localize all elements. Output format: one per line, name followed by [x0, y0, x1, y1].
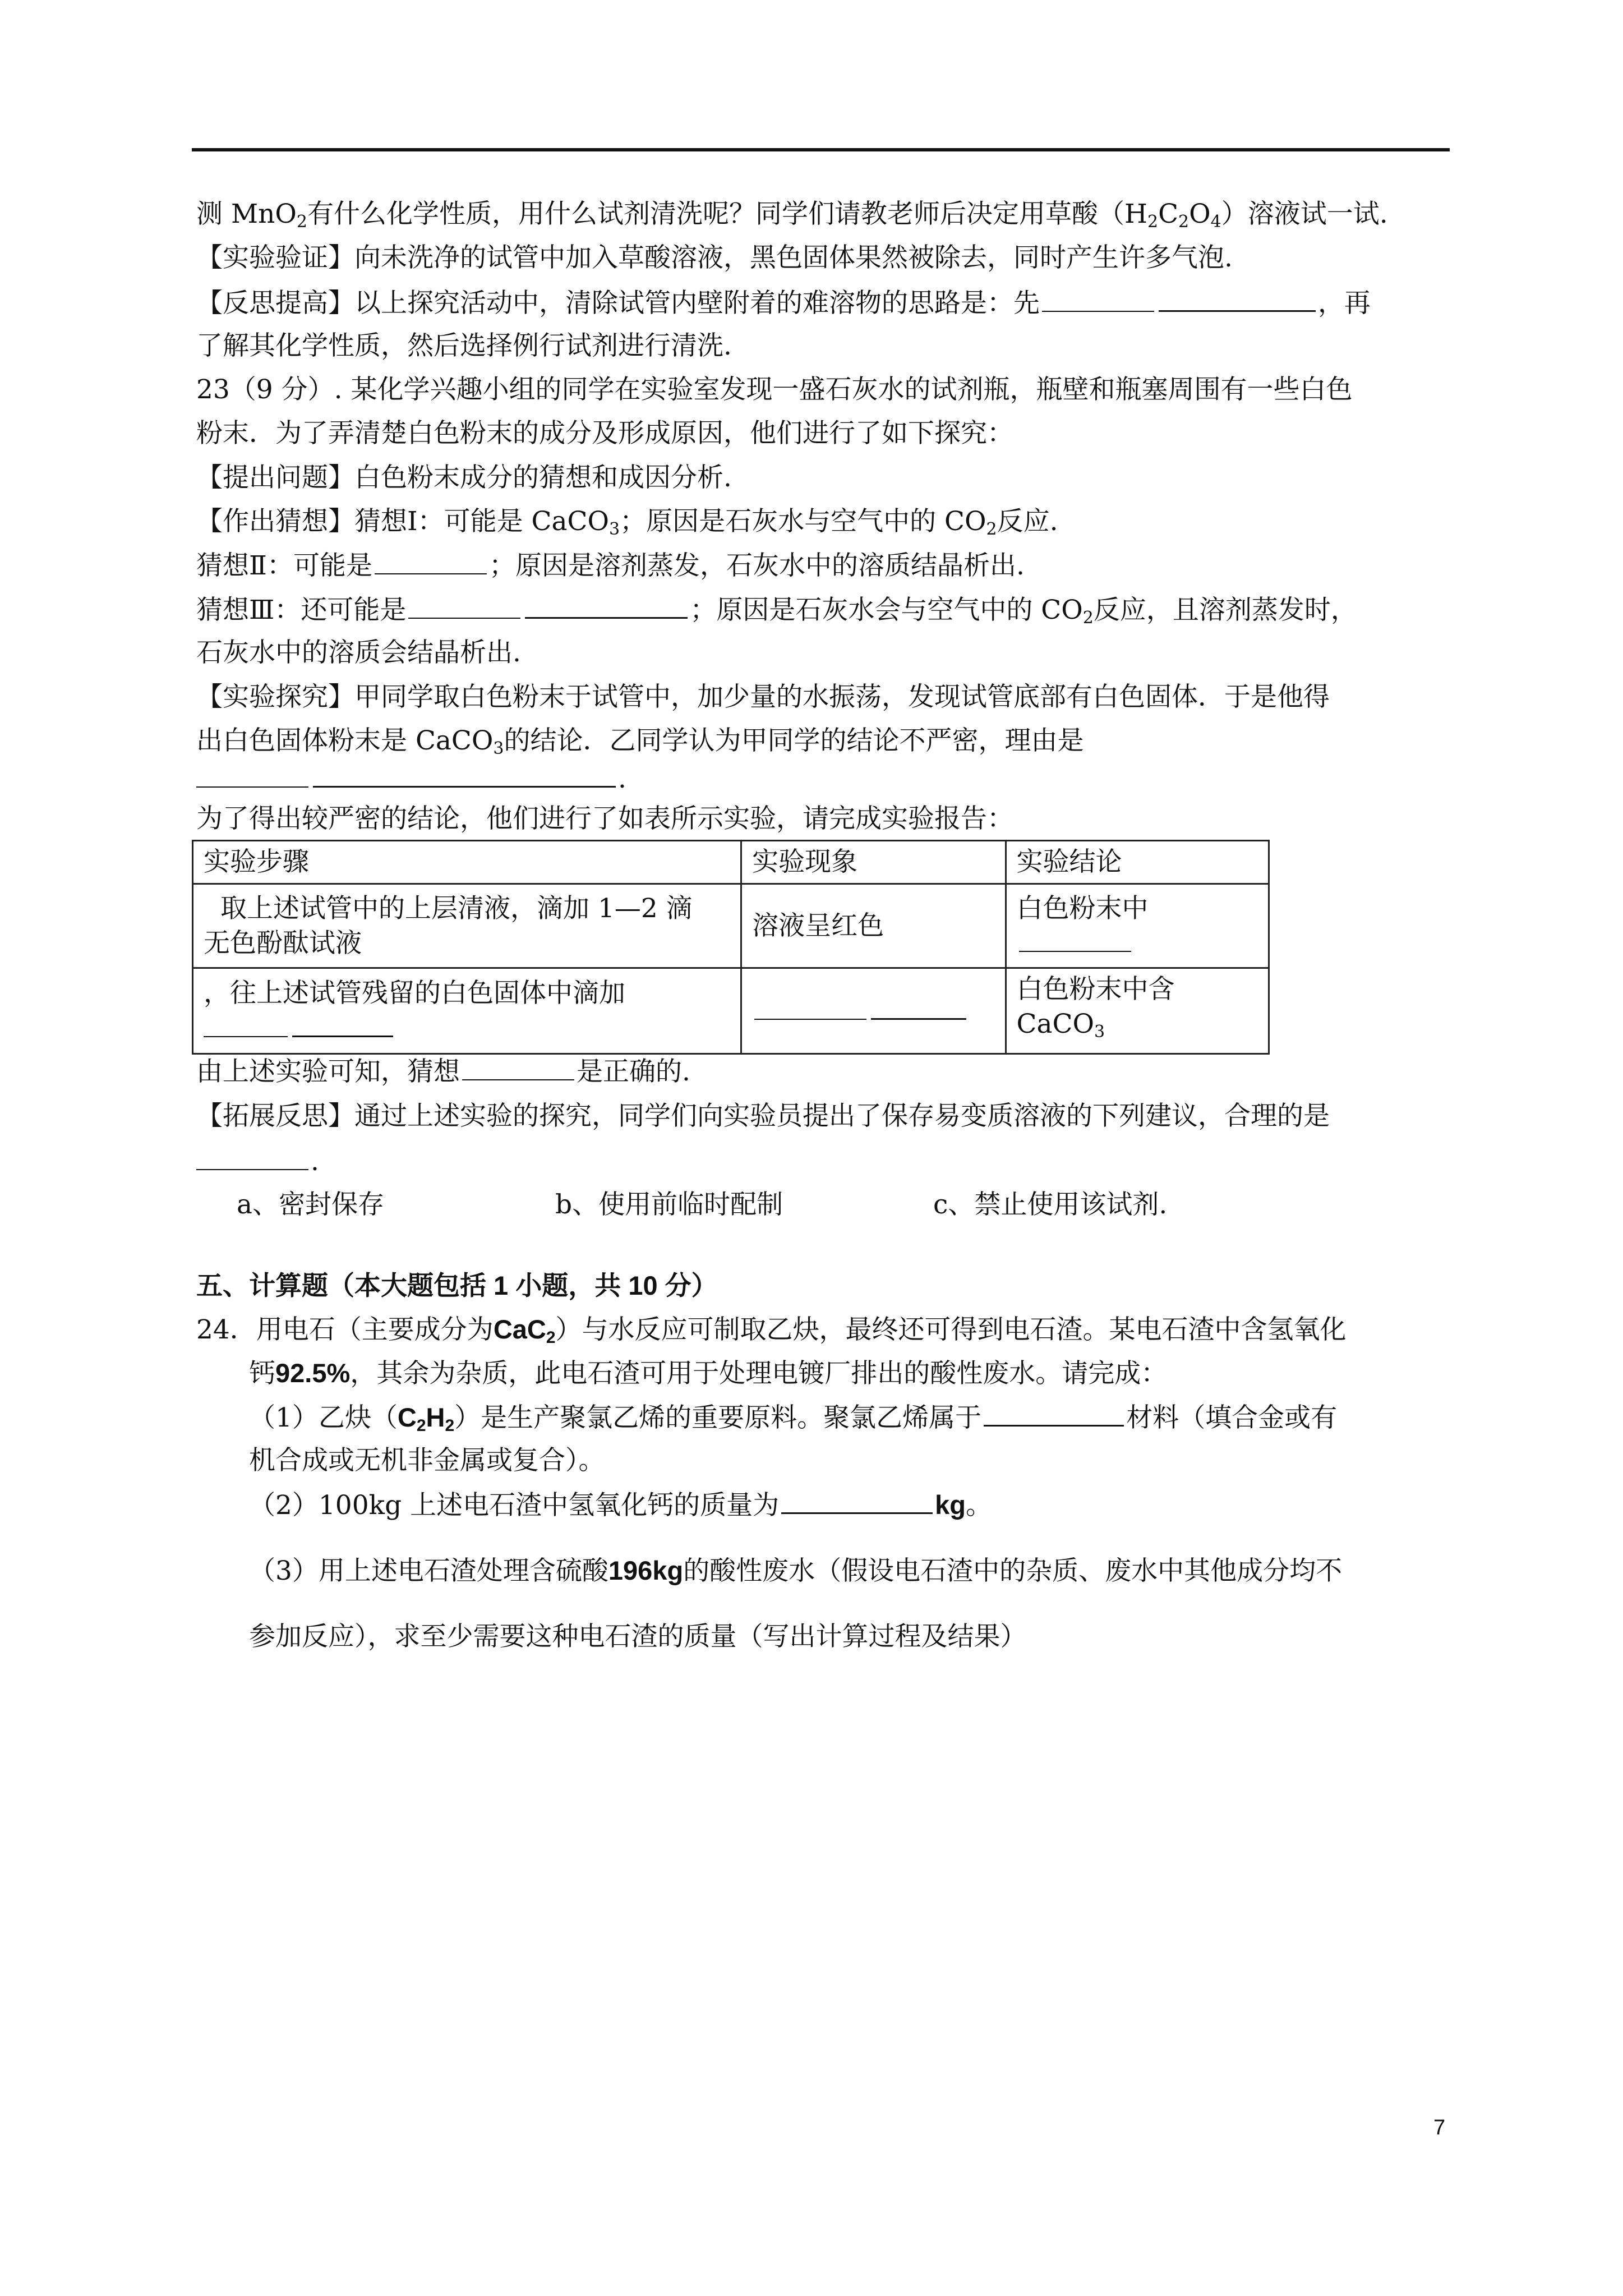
answer-blank[interactable] [292, 1011, 393, 1037]
text-line: 石灰水中的溶质会结晶析出. [196, 637, 521, 668]
table-header: 实验结论 [1006, 841, 1269, 884]
header-rule [192, 148, 1450, 151]
table-cell [741, 968, 1006, 1054]
table-cell: 白色粉末中 [1006, 884, 1269, 968]
reason-line: . [196, 761, 626, 796]
answer-blank[interactable] [1042, 286, 1154, 312]
answer-blank[interactable] [204, 1011, 288, 1037]
text-line-mno2: 测 MnO$_2$有什么化学性质，用什么试剂清洗呢？同学们请教老师后决定用草酸$(H_2C_2O_4)$溶液试一试. [196, 199, 1388, 232]
text-line-reflect: 【反思提高】以上探究活动中，清除试管内壁附着的难溶物的思路是：先 ，再 [196, 286, 1371, 320]
table-cell: 取上述试管中的上层清液，滴加 1—2 滴 无色酚酞试液 [193, 884, 741, 968]
text-line: 机合成或无机非金属或复合）。 [249, 1445, 605, 1476]
answer-blank[interactable] [462, 1055, 574, 1080]
text-line: 【拓展反思】通过上述实验的探究，同学们向实验员提出了保存易变质溶液的下列建议，合理的是 [196, 1101, 1330, 1131]
table-cell: 溶液呈红色 [741, 884, 1006, 968]
text-line: 【实验探究】甲同学取白色粉末于试管中，加少量的水振荡，发现试管底部有白色固体．于是他得 [196, 682, 1330, 712]
text-line: 了解其化学性质，然后选择例行试剂进行清洗. [196, 330, 732, 361]
text-line: 【提出问题】白色粉末成分的猜想和成因分析. [196, 462, 732, 493]
text-line: 粉末．为了弄清楚白色粉末的成分及形成原因，他们进行了如下探究： [196, 418, 1013, 449]
text-line: 为了得出较严密的结论，他们进行了如表所示实验，请完成实验报告： [196, 803, 1013, 834]
table-header-row [193, 841, 1269, 884]
option-c: c、禁止使用该试剂. [933, 1189, 1168, 1220]
table-cell: 白色粉末中含 CaCO$_3$ [1006, 968, 1269, 1054]
option-b: b、使用前临时配制 [555, 1189, 783, 1220]
answer-line: . [196, 1144, 319, 1179]
sub-question-2: （2）100kg 上述电石渣中氢氧化钙的质量为 kg。 [249, 1488, 992, 1522]
answer-blank[interactable] [375, 549, 487, 574]
hypothesis-2: 猜想Ⅱ：可能是 ；原因是溶剂蒸发，石灰水中的溶质结晶析出. [196, 549, 1025, 583]
option-a: a、密封保存 [237, 1189, 385, 1220]
answer-blank[interactable] [313, 761, 616, 788]
answer-blank[interactable] [408, 593, 520, 619]
sub-question-1: （1）乙炔$(C_2H_2)$是生产聚氯乙烯的重要原料。聚氯乙烯属于 材料（填合金或有 [249, 1400, 1337, 1443]
question-24: 24．用电石（主要成分为CaC$_2$）与水反应可制取乙炔，最终还可得到电石渣。某电石渣中含氢氧化 [196, 1314, 1347, 1347]
question-23-title: 23（9 分）. 某化学兴趣小组的同学在实验室发现一盛石灰水的试剂瓶，瓶壁和瓶塞周围有一些白色 [196, 374, 1353, 405]
conclusion-line: 由上述实验可知，猜想 是正确的. [196, 1055, 690, 1089]
text-line: 参加反应），求至少需要这种电石渣的质量（写出计算过程及结果） [249, 1621, 1027, 1652]
text-line-verify: 【实验验证】向未洗净的试管中加入草酸溶液，黑色固体果然被除去，同时产生许多气泡. [196, 242, 1233, 273]
hypothesis-3: 猜想Ⅲ：还可能是 ；原因是石灰水会与空气中的 $CO_2$反应，且溶剂蒸发时， [196, 592, 1357, 635]
answer-blank[interactable] [754, 994, 866, 1020]
section-title: 五、计算题（本大题包括 1 小题，共 10 分） [196, 1271, 718, 1300]
page-number: 7 [1433, 2116, 1446, 2139]
experiment-report-table [192, 840, 1270, 1055]
answer-blank[interactable] [781, 1488, 933, 1514]
answer-blank[interactable] [196, 762, 308, 788]
table-cell: ，往上述试管残留的白色固体中滴加 [193, 968, 741, 1054]
sub-question-3: （3）用上述电石渣处理含硫酸196kg的酸性废水（假设电石渣中的杂质、废水中其他成分均不 [249, 1556, 1343, 1586]
hypothesis-1: 【作出猜想】猜想Ⅰ：可能是 CaCO$_3$；原因是石灰水与空气中的 $CO_2$反应. [196, 506, 1058, 539]
answer-blank[interactable] [1159, 286, 1316, 312]
table-row [193, 884, 1269, 968]
answer-blank[interactable] [1019, 926, 1131, 952]
table-header: 实验步骤 [193, 841, 741, 884]
answer-blank[interactable] [984, 1400, 1124, 1427]
answer-blank[interactable] [871, 993, 966, 1020]
answer-blank[interactable] [525, 592, 688, 619]
table-header: 实验现象 [741, 841, 1006, 884]
table-row [193, 968, 1269, 1054]
text-line: 钙92.5%，其余为杂质，此电石渣可用于处理电镀厂排出的酸性废水。请完成： [249, 1358, 1168, 1389]
answer-blank[interactable] [196, 1144, 308, 1170]
text-line: 出白色固体粉末是 CaCO$_3$的结论．乙同学认为甲同学的结论不严密，理由是 [196, 725, 1084, 758]
